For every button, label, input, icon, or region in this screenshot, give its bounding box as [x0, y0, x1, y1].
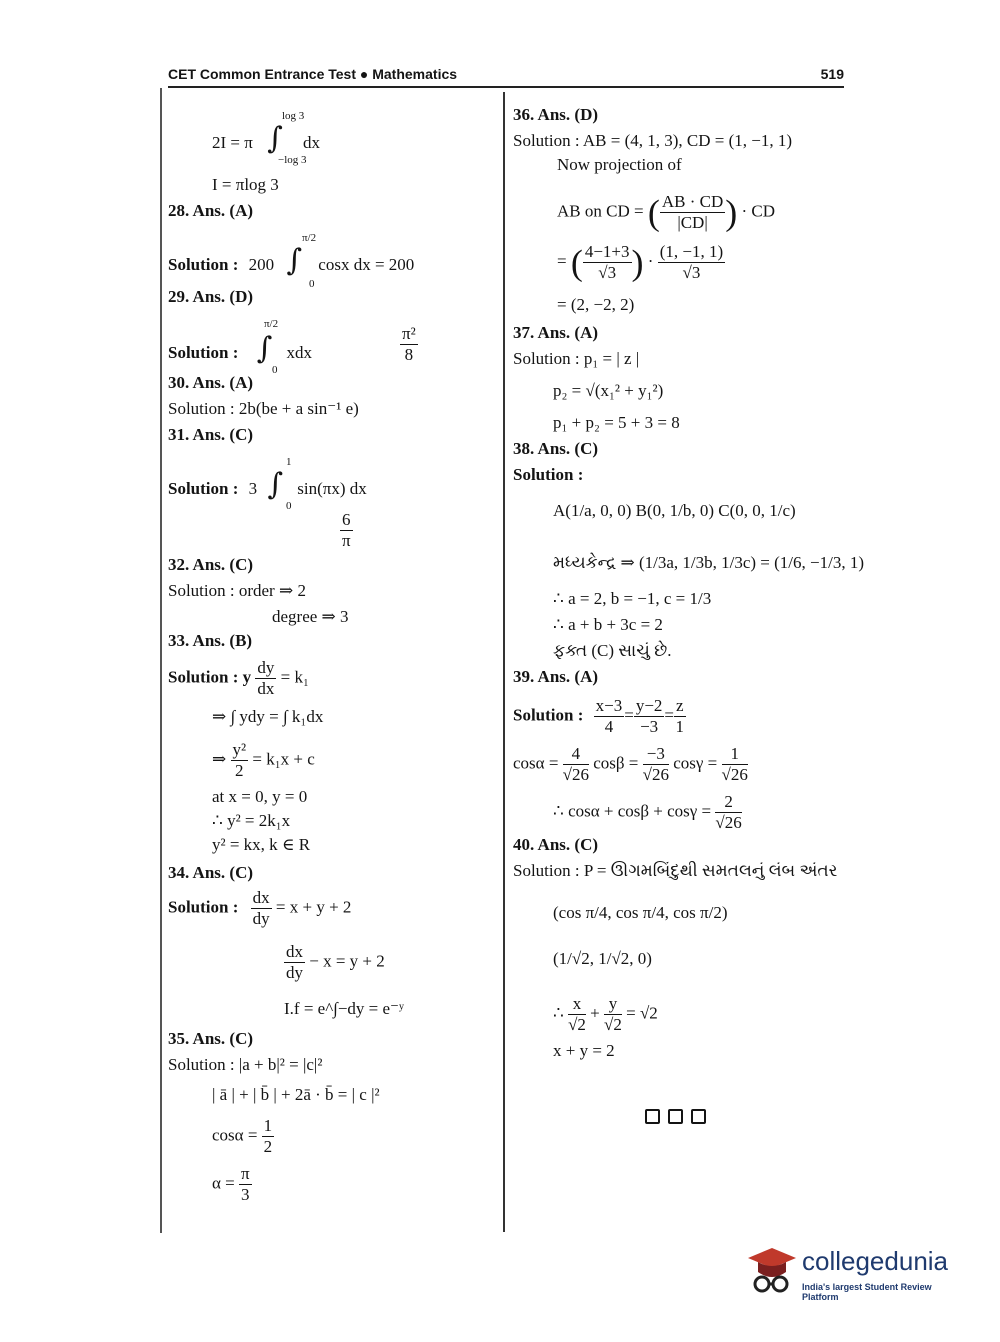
q28-solution: [168, 243, 415, 278]
q28-integrand: cosx dx = 200: [318, 255, 415, 274]
q29-result-denominator: 8: [404, 345, 414, 364]
graduate-mascot-icon: [740, 1244, 800, 1304]
square-icon: [691, 1109, 706, 1124]
fraction-denominator: √26: [642, 765, 669, 784]
fraction-numerator: −3: [643, 744, 669, 765]
q32-degree: degree ⇒ 3: [272, 607, 349, 626]
q36-line3: [557, 192, 775, 233]
fraction-numerator: dx: [286, 942, 303, 961]
q28-answer: 28. Ans. (A): [168, 201, 254, 220]
q39-answer: 39. Ans. (A): [513, 667, 599, 686]
cos-alpha-label: cosα =: [513, 753, 559, 773]
square-icon: [668, 1109, 683, 1124]
q31-result-numerator: 6: [342, 510, 351, 529]
fraction-denominator: |CD|: [677, 213, 708, 232]
fraction-numerator: y−2: [635, 696, 663, 715]
q27-eq1-lhs: 2I = π: [212, 133, 253, 152]
square-icon: [645, 1109, 660, 1124]
page-number: 519: [820, 66, 844, 82]
q35-solution: Solution : |a + b|² = |c|²: [168, 1055, 323, 1074]
q29-lower-limit: 0: [272, 364, 278, 376]
solution-label: Solution :: [168, 479, 239, 498]
integral-sign: ∫: [267, 467, 284, 502]
fraction-denominator: √2: [568, 1015, 586, 1034]
q28-coefficient: 200: [248, 255, 275, 274]
fraction-denominator: √26: [562, 765, 589, 784]
fraction-numerator: AB · CD: [661, 192, 724, 211]
q33-solution: [168, 658, 309, 699]
integral-sign: ∫: [286, 243, 303, 278]
q39-solution: Solution : $\frac{x-3}{4}$ = $\frac{y-2}{-3}$ = $\frac{z}{1}$: [513, 696, 685, 736]
q35-line4: [212, 1164, 252, 1205]
q29-upper-limit: π/2: [264, 318, 279, 330]
fraction-denominator: √26: [721, 765, 748, 784]
fraction-numerator: 4: [563, 744, 589, 765]
fraction-numerator: 2: [715, 792, 741, 813]
q38-solution: Solution :: [513, 465, 584, 484]
q34-answer: 34. Ans. (C): [168, 863, 254, 882]
q31-result-denominator: π: [341, 531, 351, 550]
q30-answer: 30. Ans. (A): [168, 373, 254, 392]
q27-eq2: I = πlog 3: [212, 175, 279, 194]
cos-beta-label: cosβ =: [593, 753, 639, 773]
q35-answer: 35. Ans. (C): [168, 1029, 254, 1048]
q36-line5: = (2, −2, 2): [557, 295, 635, 314]
q37-line3: p₁ + p₂ = 5 + 3 = 8: [553, 413, 680, 432]
solution-label: Solution :: [168, 343, 239, 362]
paren-left: (: [647, 192, 660, 233]
solution-label: Solution :: [168, 897, 239, 917]
solution-label: Solution :: [513, 705, 584, 725]
fraction-numerator: y²: [232, 740, 247, 759]
q36-line3-rhs: · CD: [741, 201, 776, 221]
q40-line5: x + y = 2: [553, 1041, 615, 1060]
fraction-numerator: 1: [722, 744, 748, 765]
q29-answer: 29. Ans. (D): [168, 287, 254, 306]
q33-rhs: = k₁: [280, 667, 309, 687]
q29-solution: [168, 331, 313, 366]
q33-line2: ⇒ ∫ ydy = ∫ k₁dx: [212, 707, 324, 726]
q36-answer: 36. Ans. (D): [513, 105, 599, 124]
q35-line3: [212, 1116, 274, 1157]
q31-answer: 31. Ans. (C): [168, 425, 254, 444]
q36-line2: Now projection of: [557, 155, 682, 174]
q33-line3-rhs: = k₁x + c: [252, 749, 315, 769]
solution-label: Solution : y: [168, 667, 252, 687]
implies-symbol: ⇒: [212, 749, 227, 769]
therefore-symbol: ∴: [553, 1003, 564, 1023]
fraction-denominator: √2: [604, 1015, 622, 1034]
q38-line2: A(1/a, 0, 0) B(0, 1/b, 0) C(0, 0, 1/c): [553, 501, 796, 520]
fraction-denominator: 1: [675, 717, 685, 736]
q28-lower-limit: 0: [309, 278, 315, 290]
cos-gamma-label: cosγ =: [673, 753, 718, 773]
q37-solution: Solution : p₁ = | z |: [513, 349, 640, 368]
q34-line2-rhs: − x = y + 2: [309, 951, 385, 971]
q34-line1-rhs: = x + y + 2: [275, 897, 352, 917]
q40-answer: 40. Ans. (C): [513, 835, 599, 854]
q31-result: [340, 510, 353, 551]
q35-line3-lhs: cosα =: [212, 1125, 258, 1145]
end-marker: [641, 1108, 710, 1130]
q40-line2: (cos π/4, cos π/4, cos π/2): [553, 903, 728, 922]
q40-line4: ∴ $\frac{x}{√2}$ + $\frac{y}{√2}$ = √2: [553, 994, 658, 1034]
q38-line6: ફક્ત (C) સાચું છે.: [553, 641, 672, 660]
q36-line3-lhs: AB on CD =: [557, 201, 644, 221]
q31-integrand: sin(πx) dx: [297, 479, 367, 498]
q35-line2: | ā | + | b̄ | + 2ā · b̄ = | c |²: [212, 1085, 380, 1104]
fraction-denominator: −3: [640, 717, 659, 736]
q29-result: [400, 324, 418, 365]
q33-answer: 33. Ans. (B): [168, 631, 253, 650]
q37-line2: p₂ = √(x₁² + y₁²): [553, 381, 664, 400]
q27-lower-limit: −log 3: [278, 154, 307, 166]
q39-sum: [553, 792, 742, 833]
column-divider: [503, 92, 505, 1232]
q27-eq1-rhs: dx: [302, 133, 320, 152]
q39-sum-lhs: ∴ cosα + cosβ + cosγ =: [553, 801, 712, 821]
header-title: CET Common Entrance Test ● Mathematics: [168, 66, 458, 82]
left-margin-line: [160, 88, 162, 1233]
q36-solution: Solution : AB = (4, 1, 3), CD = (1, −1, 1): [513, 131, 793, 150]
paren-left: (: [570, 242, 583, 283]
paren-right: ): [631, 242, 644, 283]
q34-solution: [168, 888, 351, 929]
fraction-denominator: dy: [252, 909, 270, 928]
collegedunia-logo: [740, 1240, 970, 1310]
q31-coefficient: 3: [248, 479, 258, 498]
page-header: [168, 64, 844, 84]
fraction-denominator: dy: [286, 963, 303, 982]
fraction-numerator: y: [604, 994, 622, 1015]
fraction-denominator: √3: [682, 263, 701, 282]
fraction-numerator: dx: [252, 888, 270, 907]
q40-line3: (1/√2, 1/√2, 0): [553, 949, 652, 968]
q38-line5: ∴ a + b + 3c = 2: [553, 615, 663, 634]
logo-tagline: India's largest Student Review Platform: [802, 1282, 932, 1302]
q32-answer: 32. Ans. (C): [168, 555, 254, 574]
fraction-numerator: 1: [263, 1116, 273, 1135]
fraction-numerator: z: [676, 696, 684, 715]
q33-line4: at x = 0, y = 0: [212, 787, 308, 806]
q30-solution: Solution : 2b(be + a sin⁻¹ e): [168, 399, 359, 418]
q34-line2: [284, 942, 385, 983]
derivative-denominator: dx: [257, 679, 275, 698]
q31-upper-limit: 1: [286, 456, 292, 468]
derivative-numerator: dy: [257, 658, 275, 677]
q40-line4-rhs: = √2: [626, 1003, 658, 1023]
q40-solution: Solution : P = ઊગમબિંદુથી સમતલનું લંબ અંતર: [513, 861, 838, 880]
fraction-numerator: x−3: [595, 696, 623, 715]
q28-upper-limit: π/2: [302, 232, 317, 244]
q31-lower-limit: 0: [286, 500, 292, 512]
fraction-numerator: 4−1+3: [584, 242, 630, 261]
paren-right: ): [725, 192, 738, 233]
fraction-denominator: 3: [241, 1185, 250, 1204]
fraction-numerator: x: [568, 994, 586, 1015]
q33-line5: ∴ y² = 2k₁x: [212, 811, 291, 830]
q38-line3: મધ્યકેન્દ્ર ⇒ (1/3a, 1/3b, 1/3c) = (1/6, −1/3, 1): [553, 553, 864, 572]
dot-operator: ·: [647, 251, 654, 271]
fraction-numerator: π: [241, 1164, 250, 1183]
q27-upper-limit: log 3: [282, 110, 305, 122]
q27-eq1: [212, 121, 320, 156]
q33-line6: y² = kx, k ∈ R: [212, 835, 311, 854]
fraction-numerator: (1, −1, 1): [659, 242, 724, 261]
fraction-denominator: 2: [235, 761, 244, 780]
integral-sign: ∫: [267, 121, 283, 156]
q31-solution: [168, 467, 367, 502]
q29-integrand: xdx: [286, 343, 313, 362]
q38-line4: ∴ a = 2, b = −1, c = 1/3: [553, 589, 712, 608]
q36-line4: [557, 242, 725, 283]
q37-answer: 37. Ans. (A): [513, 323, 599, 342]
q35-line4-lhs: α =: [212, 1173, 235, 1193]
q32-solution: Solution : order ⇒ 2: [168, 581, 306, 600]
header-rule: [168, 86, 844, 88]
q38-answer: 38. Ans. (C): [513, 439, 599, 458]
fraction-denominator: 4: [604, 717, 614, 736]
q39-direction-cosines: [513, 744, 748, 785]
q34-line3: I.f = e^∫−dy = e⁻ʸ: [284, 999, 405, 1018]
solution-label: Solution :: [168, 255, 239, 274]
fraction-denominator: √3: [598, 263, 617, 282]
q29-result-numerator: π²: [402, 324, 416, 343]
fraction-denominator: 2: [263, 1137, 273, 1156]
logo-name: collegedunia: [802, 1246, 949, 1276]
equals-sign: =: [557, 251, 567, 271]
integral-sign: ∫: [256, 331, 273, 366]
fraction-denominator: √26: [715, 813, 742, 832]
q33-line3: [212, 740, 315, 781]
